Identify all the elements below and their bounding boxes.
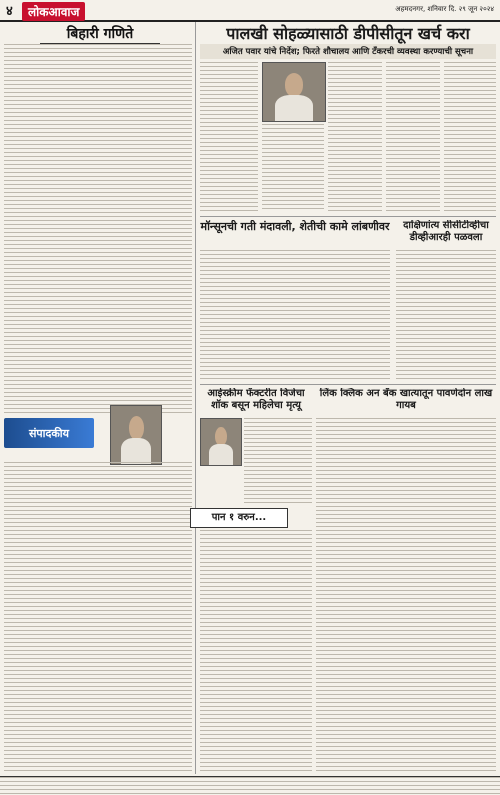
lead-body-col2 (262, 124, 324, 212)
dakshin-body (396, 250, 496, 380)
lead-photo (262, 62, 326, 122)
editorial-promo (4, 418, 94, 448)
lead-body-col4 (386, 62, 440, 212)
page-number: ४ (6, 4, 13, 19)
editorial-heading: बिहारी गणिते (40, 24, 160, 44)
editorial-body-bottom (4, 462, 192, 774)
lead-body-col3 (328, 62, 382, 212)
link-fraud-body (316, 418, 496, 774)
column-divider (195, 22, 196, 774)
lead-body-col5 (444, 62, 496, 212)
victim-photo (200, 418, 242, 466)
icecream-headline: आईस्क्रीम फॅक्टरीत विजेचा शॉक बसून महिलेचा मृत्यू (207, 388, 305, 411)
section-rule-2 (200, 384, 496, 385)
dakshin-headline: दाक्षिणांत्य सीसीटीव्हीचा डीव्हीआरही पळवला (403, 220, 489, 243)
lead-headline: पालखी सोहळ्यासाठी डीपीसीतून खर्च करा (226, 24, 470, 43)
lead-subhead: अजित पवार यांचे निर्देश; फिरते शौचालय आणि टँकरची व्यवस्था करण्याची सूचना (200, 44, 496, 59)
lead-body-col1 (200, 62, 258, 212)
icecream-body (244, 418, 312, 504)
monsoon-body (200, 250, 390, 380)
continued-box (190, 508, 288, 528)
continued-body (200, 530, 312, 774)
imprint-footer (0, 776, 500, 795)
monsoon-headline: मॉन्सूनची गती मंदावली, शेतीची कामे लांबणीवर (200, 220, 390, 233)
section-rule (200, 216, 496, 217)
columnist-photo (110, 405, 162, 465)
newspaper-logo: लोकआवाज (22, 2, 85, 21)
editorial-promo-label: संपादकीय (28, 426, 70, 440)
link-fraud-headline: लिंक क्लिक अन बँक खात्यातून पावणेदोन लाख गायब (319, 388, 493, 411)
editorial-body-top (4, 44, 192, 414)
continued-box-label: पान १ वरुन... (211, 512, 267, 523)
masthead (0, 0, 500, 22)
dateline: अहमदनगर, शनिवार दि. २९ जून २०२४ (395, 5, 494, 13)
